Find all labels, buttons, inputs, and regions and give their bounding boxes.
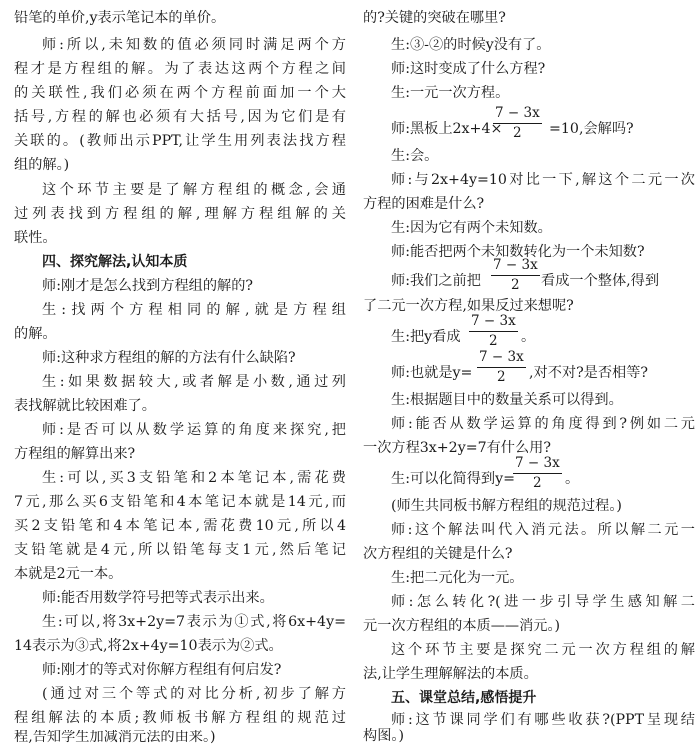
- text-line: 一次方程3x+2y=7有什么用?: [363, 440, 551, 456]
- text-segment: 生:可以化简得到y=: [391, 471, 515, 487]
- text-line: 7元,那么买6支铅笔和4本笔记本就是14元,而: [14, 494, 346, 510]
- text-line: 师:这种求方程组的解的方法有什么缺陷?: [42, 350, 296, 366]
- formula-line: [363, 348, 695, 388]
- text-line: 生:根据题目中的数量关系可以得到。: [391, 392, 623, 408]
- text-line: 师:怎么转化?(进一步引导学生感知解二: [391, 594, 695, 610]
- text-line: 生:可以,将3x+2y=7表示为①式,将6x+4y=: [42, 614, 346, 630]
- text-line: 师:与2x+4y=10对比一下,解这个二元一次: [391, 172, 695, 188]
- text-line: 方程的困难是什么?: [363, 196, 485, 212]
- fraction: [493, 104, 542, 143]
- text-segment: 生:把y看成: [391, 329, 461, 345]
- text-line: 程才是方程组的解。为了表达这两个方程之间: [14, 61, 346, 77]
- fraction-numerator: 7 − 3x: [493, 104, 542, 124]
- text-line: 师:所以,未知数的值必须同时满足两个方: [42, 37, 346, 53]
- text-line: 构图。): [363, 728, 404, 744]
- text-segment: 看成一个整体,得到: [541, 273, 660, 289]
- text-segment: 师:黑板上2x+4×: [391, 121, 503, 137]
- text-segment: 。: [565, 471, 580, 487]
- fraction-numerator: 7 − 3x: [477, 348, 526, 368]
- text-segment: ,对不对?是否相等?: [529, 365, 649, 381]
- text-line: 的关联性,我们必须在两个方程前面加一个大: [14, 85, 346, 101]
- text-line: 次方程组的关键是什么?: [363, 546, 513, 562]
- text-segment: 。: [521, 329, 536, 345]
- text-line: 师:刚才是怎么找到方程组的解的?: [42, 278, 254, 294]
- text-line: 师:这节课同学们有哪些收获?(PPT呈现结: [391, 712, 695, 728]
- text-line: (通过对三个等式的对比分析,初步了解方: [42, 686, 346, 702]
- fraction: [513, 454, 562, 493]
- text-line: 师:能否用数学符号把等式表示出来。: [42, 590, 274, 606]
- text-line: 铅笔的单价,y表示笔记本的单价。: [14, 10, 226, 26]
- text-line: (师生共同板书解方程组的规范过程。): [391, 498, 622, 514]
- section-heading: 四、探究解法,认知本质: [42, 254, 188, 270]
- text-line: 师:刚才的等式对你解方程组有何启发?: [42, 662, 282, 678]
- text-line: 14表示为③式,将2x+4y=10表示为②式。: [14, 638, 283, 654]
- fraction-numerator: 7 − 3x: [491, 256, 540, 276]
- text-line: 生:可以,买3支铅笔和2本笔记本,需花费: [42, 470, 346, 486]
- text-line: 生:因为它有两个未知数。: [391, 220, 552, 236]
- text-line: 程,告知学生加减消元法的由来。): [14, 730, 216, 744]
- text-line: 表找解就比较困难了。: [14, 398, 156, 414]
- fraction: [491, 256, 540, 295]
- fraction-denominator: 2: [513, 125, 522, 141]
- text-line: 的?关键的突破在哪里?: [363, 10, 506, 26]
- text-line: 师:这个解法叫代入消元法。所以解二元一: [391, 522, 695, 538]
- fraction-denominator: 2: [489, 333, 498, 349]
- text-line: 师:是否可以从数学运算的角度来探究,把: [42, 422, 346, 438]
- text-line: 生:把二元化为一元。: [391, 570, 524, 586]
- text-line: 联性。: [14, 230, 57, 246]
- text-line: 的解。: [14, 326, 57, 342]
- text-line: 师:这时变成了什么方程?: [391, 61, 546, 77]
- fraction-numerator: 7 − 3x: [469, 312, 518, 332]
- text-line: 方程组的解算出来?: [14, 446, 136, 462]
- fraction-numerator: 7 − 3x: [513, 454, 562, 474]
- text-line: 程组解法的本质;教师板书解方程组的规范过: [14, 710, 346, 726]
- text-segment: =10,会解吗?: [549, 121, 634, 137]
- fraction-denominator: 2: [497, 369, 506, 385]
- fraction-denominator: 2: [511, 277, 520, 293]
- text-segment: 师:也就是y=: [391, 365, 473, 381]
- text-line: 师:能否把两个未知数转化为一个未知数?: [391, 244, 645, 260]
- formula-line: [363, 256, 695, 296]
- text-line: 生:如果数据较大,或者解是小数,通过列: [42, 374, 346, 390]
- text-line: 法,让学生理解解法的本质。: [363, 666, 538, 682]
- text-line: 买2支铅笔和4本笔记本,需花费10元,所以4: [14, 518, 346, 534]
- text-line: 关联的。(教师出示PPT,让学生用列表法找方程: [14, 133, 346, 149]
- formula-line: [363, 104, 695, 144]
- text-segment: 师:我们之前把: [391, 273, 481, 289]
- section-heading: 五、课堂总结,感悟提升: [391, 690, 537, 706]
- text-line: 本就是2元一本。: [14, 566, 123, 582]
- text-line: 生:找两个方程相同的解,就是方程组: [42, 302, 346, 318]
- text-line: 生:会。: [391, 148, 439, 164]
- text-line: 这个环节主要是探究二元一次方程组的解: [391, 642, 695, 658]
- fraction: [469, 312, 518, 351]
- text-line: 师:能否从数学运算的角度得到?例如二元: [391, 416, 695, 432]
- fraction-denominator: 2: [533, 475, 542, 491]
- text-line: 了二元一次方程,如果反过来想呢?: [363, 298, 574, 314]
- text-line: 生:一元一次方程。: [391, 85, 510, 101]
- text-line: 元一次方程组的本质——消元。): [363, 618, 561, 634]
- formula-line: [363, 454, 695, 494]
- text-line: 生:③-②的时候y没有了。: [391, 37, 551, 53]
- text-line: 支铅笔就是4元,所以铅笔每支1元,然后笔记: [14, 542, 346, 558]
- fraction: [477, 348, 526, 387]
- text-line: 括号,方程的解也必须有大括号,因为它们是有: [14, 109, 346, 125]
- text-line: 过列表找到方程组的解,理解方程组解的关: [14, 206, 346, 222]
- text-line: 组的解。): [14, 157, 70, 173]
- text-line: 这个环节主要是了解方程组的概念,会通: [42, 182, 346, 198]
- formula-line: [363, 312, 695, 352]
